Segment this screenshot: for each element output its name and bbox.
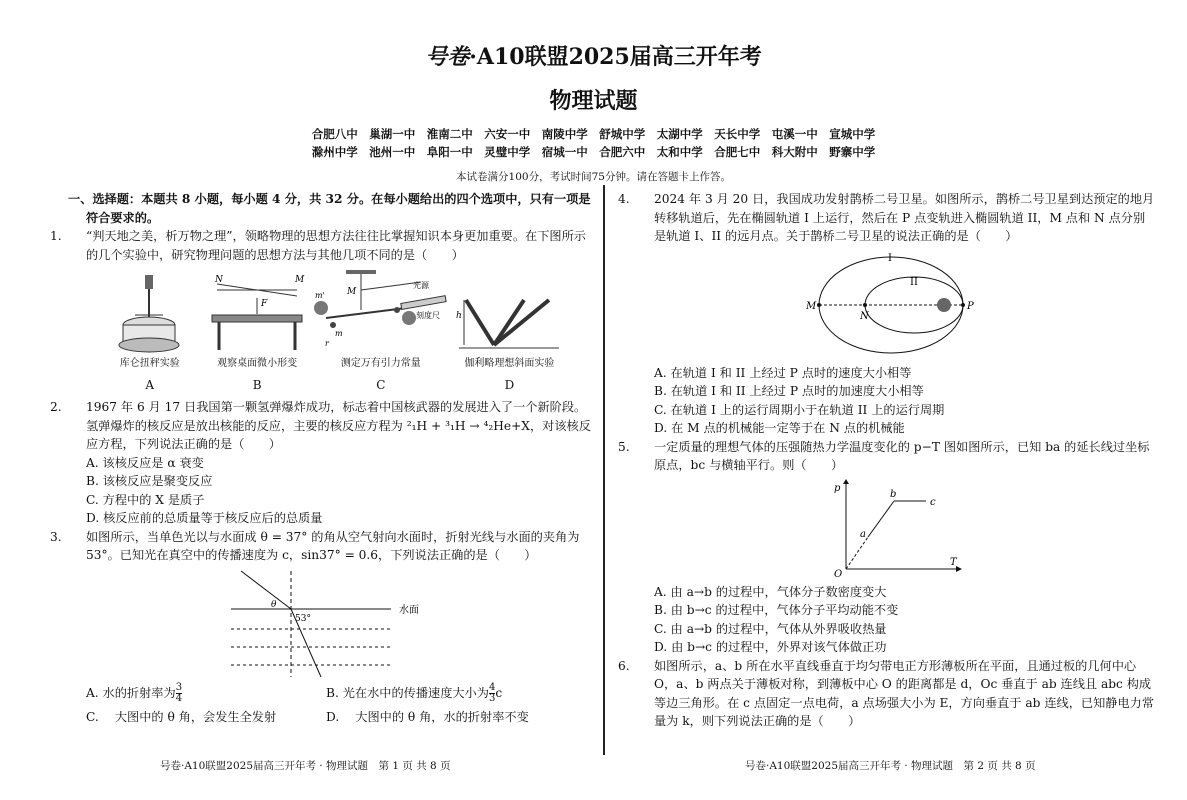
option-c: C. 在轨道 I 上的运行周期小于在轨道 II 上的运行周期 — [654, 402, 945, 417]
figure-coulomb-balance — [96, 270, 203, 394]
footer-left: 号卷·A10联盟2025届高三开年考 · 物理试题 第 1 页 共 8 页 — [160, 760, 451, 772]
subject-title: 物理试题 — [549, 88, 638, 114]
school-list — [0, 125, 1187, 161]
label-ruler: 刻度尺 — [415, 311, 440, 320]
q1-figures — [68, 270, 568, 394]
question-number: 4. — [618, 192, 630, 206]
point-m-label: M — [806, 300, 817, 312]
figure-caption: 测定万有引力常量 — [340, 358, 421, 369]
figure-letter: D — [504, 377, 515, 392]
fraction: $\frac{4}{3}$ — [488, 681, 496, 704]
orbit-figure — [806, 250, 986, 360]
orbit-i-label: I — [888, 252, 892, 264]
orbit-ii-label: II — [910, 276, 918, 288]
figure-letter: B — [252, 377, 262, 392]
p-t-graph — [826, 479, 966, 579]
option-d: D. 大图中的 θ 角，水的折射率不变 — [326, 709, 529, 724]
label-n: N — [215, 275, 223, 285]
p-axis-label: p — [834, 482, 841, 494]
label-h: h — [456, 311, 463, 321]
label-f: F — [261, 299, 268, 309]
q3-options-row1 — [68, 683, 593, 704]
option-b: B. 在轨道 I 和 II 上经过 P 点时的加速度大小相等 — [654, 384, 924, 398]
option-a: A. 由 a→b 的过程中，气体分子数密度变大 — [654, 584, 887, 599]
figure-desk-deformation — [203, 270, 310, 394]
option-b: B. 光在水中的传播速度大小为 $\frac{4}{3}$ c — [326, 681, 503, 704]
exam-header — [0, 40, 1187, 184]
point-a-label: a — [860, 528, 866, 540]
question-number: 1. — [50, 229, 62, 243]
theta-label: θ — [270, 599, 276, 610]
torsion-balance-drawing — [115, 270, 185, 355]
option-d: D. 核反应前的总质量等于核反应后的总质量 — [86, 511, 323, 525]
question-5 — [618, 438, 1156, 475]
column-divider — [603, 185, 605, 755]
option-b: B. 由 b→c 的过程中，气体分子平均动能不变 — [654, 603, 899, 617]
desk-mirror-drawing — [207, 270, 307, 355]
point-p-label: P — [967, 300, 974, 312]
figure-caption: 库仑扭秤实验 — [119, 358, 180, 369]
label-light-source: 光源 — [412, 281, 429, 290]
q3-options-row2 — [68, 708, 593, 727]
cavendish-drawing — [311, 270, 451, 355]
figure-caption: 伽利略理想斜面实验 — [464, 358, 555, 369]
option-a: A. 水的折射率为 $\frac{3}{4}$ — [86, 681, 183, 704]
label-m-mirror: M — [346, 287, 357, 297]
point-c-label: c — [930, 496, 936, 508]
water-surface-label: 水面 — [398, 604, 419, 616]
question-number: 6. — [618, 658, 630, 673]
fraction: $\frac{3}{4}$ — [175, 681, 183, 704]
angle-label: 53° — [294, 613, 311, 624]
figure-letter: C — [376, 377, 386, 392]
question-stem: 如图所示，当单色光以与水面成 θ = 37° 的角从空气射向水面时，折射光线与水面的夹角为 53°。已知光在真空中的传播速度为 c，sin37° = 0.6，下列说法正确的是（ ） — [86, 529, 580, 562]
question-stem: “判天地之美，析万物之理”，领略物理的思想方法往往比掌握知识本身更加重要。在下图所示的几个实验中，研究物理问题的思想方法与其他几项不同的是（ ） — [86, 229, 586, 262]
question-number: 5. — [618, 439, 630, 454]
figure-galileo-incline — [451, 270, 568, 394]
section-heading: 一、选择题：本题共 8 小题，每小题 4 分，共 32 分。在每小题给出的四个选项中，只有一项是符合要求的。 — [68, 192, 591, 225]
option-a: A. 该核反应是 α 衰变 — [86, 455, 204, 470]
t-axis-label: T — [950, 556, 957, 568]
brand-logo: 号卷 — [425, 44, 470, 70]
left-column — [50, 190, 593, 726]
figure-caption: 观察桌面微小形变 — [217, 358, 298, 369]
question-stem: 2024 年 3 月 20 日，我国成功发射鹊桥二号卫星。如图所示，鹊桥二号卫星到达预定的地月转移轨道后，先在椭圆轨道 I 上运行，然后在 P 点变轨进入椭圆轨道 II，M 点和 N 点分别是轨道 I、II 的远月点。关于鹊桥二号卫星的说法正确的是（ ） — [654, 192, 1155, 243]
question-number: 3. — [50, 529, 62, 544]
question-2 — [50, 398, 593, 454]
school-row: 合肥八中 巢湖一中 淮南二中 六安一中 南陵中学 舒城中学 太湖中学 天长中学 屯溪一中 宣城中学 — [311, 127, 876, 141]
incline-drawing — [454, 270, 564, 355]
question-1 — [50, 227, 593, 264]
question-stem: 如图所示，a、b 所在水平直线垂直于均匀带电正方形薄板所在平面，且通过板的几何中心 O，a、b 两点关于薄板对称，到薄板中心 O 的距离都是 d，Oc 垂直于 ab 连线且 abc 构成等边三角形。在 c 点固定一点电荷，a 点场强大小为 E，方向垂直于 ab 连线，已知静电力常量为 k，则下列说法正确的是（ ） — [654, 658, 1155, 728]
question-stem: 1967 年 6 月 17 日我国第一颗氢弹爆炸成功，标志着中国核武器的发展进入了一个新阶段。氢弹爆炸的核反应是放出核能的反应，主要的核反应方程为 ²₁H + ³₁H → ⁴₂He+X，对该核反应方程，下列说法正确的是（ ） — [86, 400, 591, 451]
right-column — [618, 190, 1156, 731]
question-number: 2. — [50, 400, 62, 414]
exam-note: 本试卷满分100分，考试时间75分钟。请在答题卡上作答。 — [456, 171, 731, 183]
option-c: C. 方程中的 X 是质子 — [86, 492, 205, 507]
option-b: B. 该核反应是聚变反应 — [86, 474, 213, 488]
label-m-prime: m' — [314, 291, 325, 300]
label-r: r — [324, 339, 329, 348]
exam-title — [0, 40, 1187, 74]
footer-right: 号卷·A10联盟2025届高三开年考 · 物理试题 第 2 页 共 8 页 — [745, 760, 1036, 772]
question-4 — [618, 190, 1156, 246]
point-n-label: N — [860, 310, 869, 322]
option-d: D. 在 M 点的机械能一定等于在 N 点的机械能 — [654, 421, 905, 435]
option-d: D. 由 b→c 的过程中，外界对该气体做正功 — [654, 640, 887, 654]
refraction-figure — [221, 569, 441, 679]
figure-letter: A — [145, 377, 155, 392]
label-m: M — [295, 275, 305, 285]
option-a: A. 在轨道 I 和 II 上经过 P 点时的速度大小相等 — [654, 365, 912, 380]
exam-title-text: ·A10联盟2025届高三开年考 — [469, 44, 762, 70]
origin-label: O — [834, 568, 843, 579]
question-stem: 一定质量的理想气体的压强随热力学温度变化的 p−T 图如图所示，已知 ba 的延长线过坐标原点，bc 与横轴平行。则（ ） — [654, 439, 1150, 472]
option-c: C. 由 a→b 的过程中，气体从外界吸收热量 — [654, 621, 887, 636]
figure-gravitational-constant — [311, 270, 451, 394]
question-6 — [618, 657, 1156, 731]
school-row: 滁州中学 池州一中 阜阳一中 灵璧中学 宿城一中 合肥六中 太和中学 合肥七中 科大附中 野寨中学 — [311, 145, 876, 159]
label-small-m: m — [334, 329, 343, 338]
option-c: C. 大图中的 θ 角，会发生全发射 — [86, 709, 277, 724]
point-b-label: b — [890, 488, 897, 500]
question-3 — [50, 528, 593, 565]
